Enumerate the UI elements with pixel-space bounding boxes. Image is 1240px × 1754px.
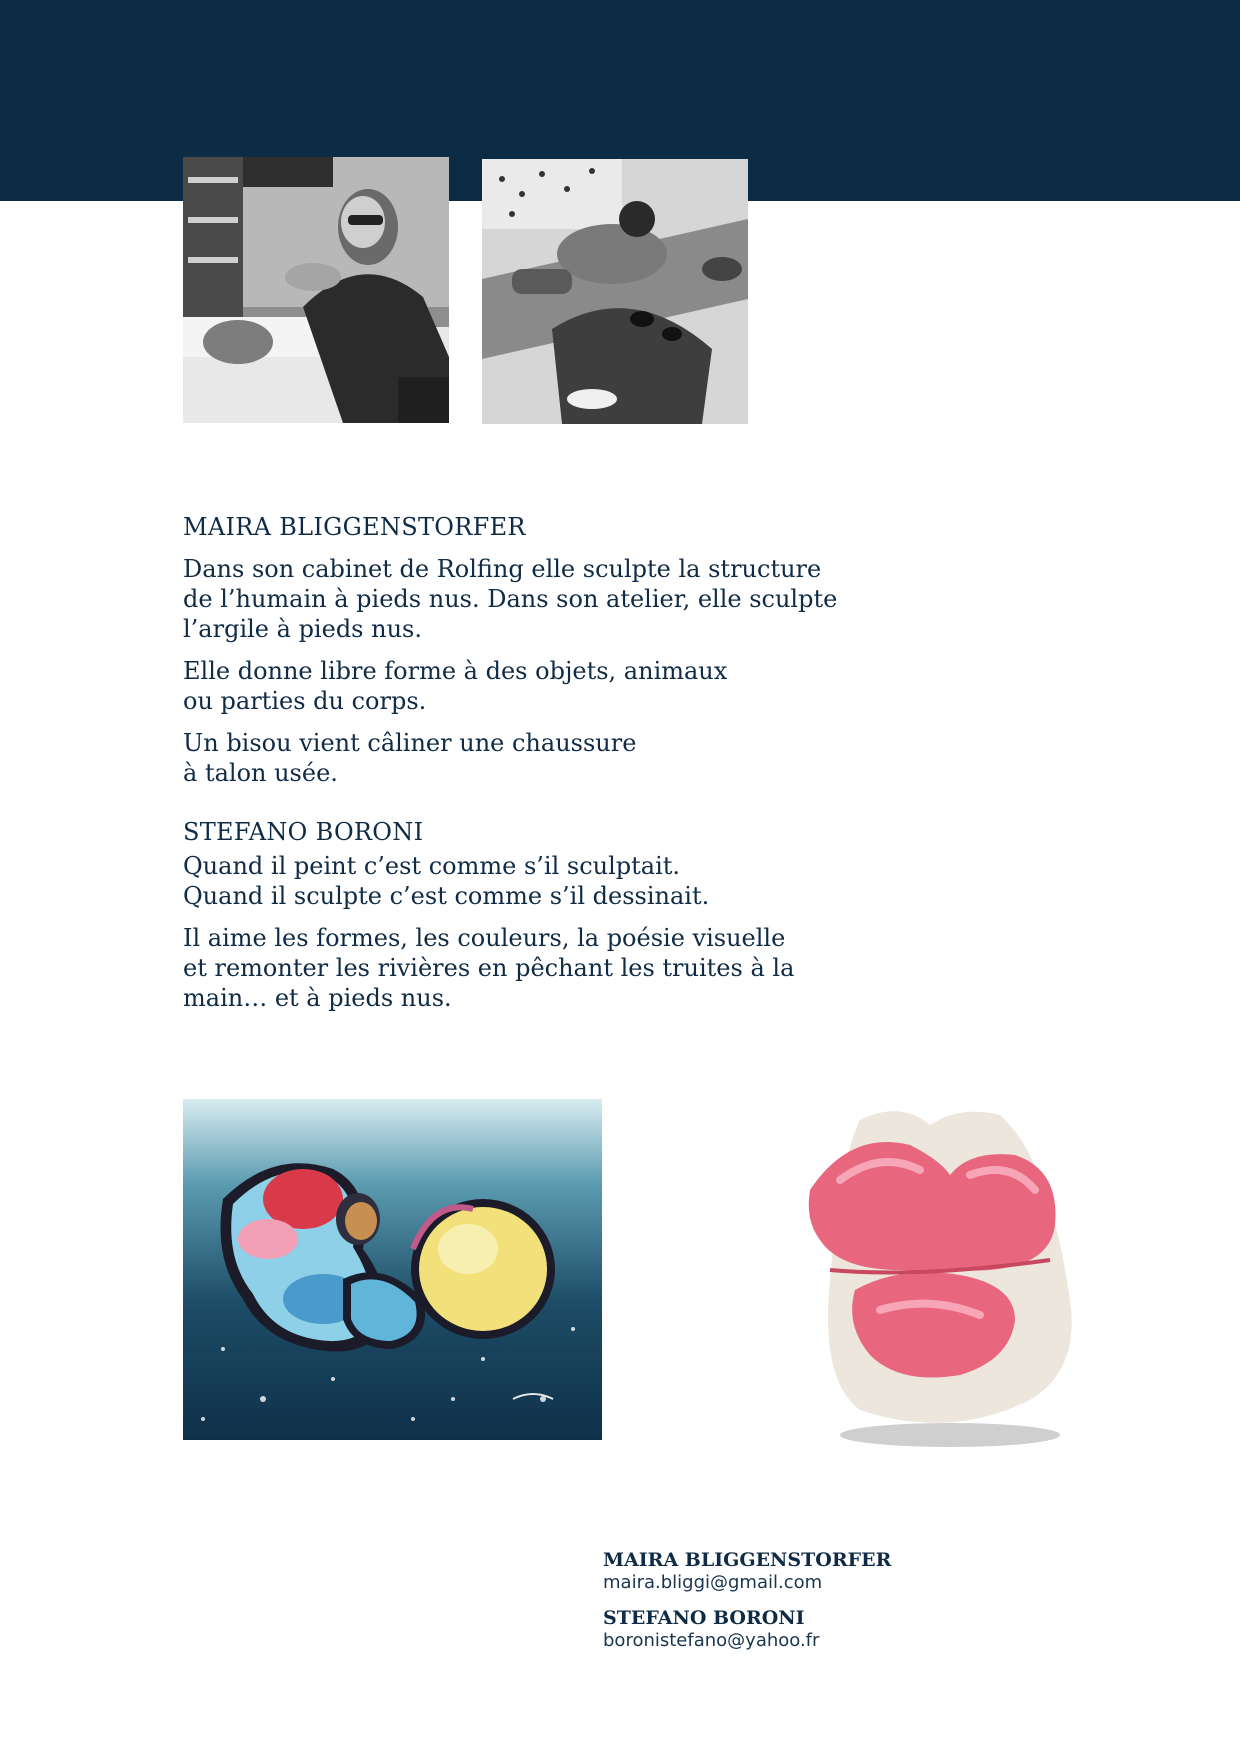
stefano-bio [183, 817, 883, 1013]
contact-maira-name: MAIRA BLIGGENSTORFER [603, 1549, 892, 1571]
contact-stefano-name: STEFANO BORONI [603, 1607, 805, 1629]
text-line: à talon usée. [183, 759, 338, 787]
sculpture-lips [800, 1100, 1090, 1450]
text-line: main… et à pieds nus. [183, 984, 452, 1012]
maira-paragraph-3 [183, 728, 883, 788]
photo-maira-studio [183, 157, 449, 423]
maira-bio [183, 512, 883, 788]
contact-block [603, 1548, 1003, 1652]
maira-paragraph-1 [183, 554, 883, 644]
text-line: Quand il peint c’est comme s’il sculptait. [183, 852, 681, 880]
text-line: Dans son cabinet de Rolfing elle sculpte la structure [183, 555, 822, 583]
text-line: Un bisou vient câliner une chaussure [183, 729, 637, 757]
text-line: et remonter les rivières en pêchant les truites à la [183, 954, 795, 982]
contact-maira-email[interactable]: maira.bliggi@gmail.com [603, 1572, 823, 1593]
text-line: l’argile à pieds nus. [183, 615, 422, 643]
text-line: Il aime les formes, les couleurs, la poésie visuelle [183, 924, 786, 952]
text-line: Quand il sculpte c’est comme s’il dessinait. [183, 882, 710, 910]
stefano-paragraph-1 [183, 851, 883, 911]
maira-name-heading: MAIRA BLIGGENSTORFER [183, 513, 526, 541]
painting-boxing-gloves [183, 1099, 602, 1440]
contact-stefano-email[interactable]: boronistefano@yahoo.fr [603, 1630, 820, 1651]
text-line: de l’humain à pieds nus. Dans son atelier, elle sculpte [183, 585, 838, 613]
photo-stefano-painting [482, 159, 748, 424]
maira-paragraph-2 [183, 656, 883, 716]
text-line: ou parties du corps. [183, 687, 427, 715]
stefano-name-heading: STEFANO BORONI [183, 818, 424, 846]
stefano-paragraph-2 [183, 923, 883, 1013]
text-line: Elle donne libre forme à des objets, animaux [183, 657, 728, 685]
